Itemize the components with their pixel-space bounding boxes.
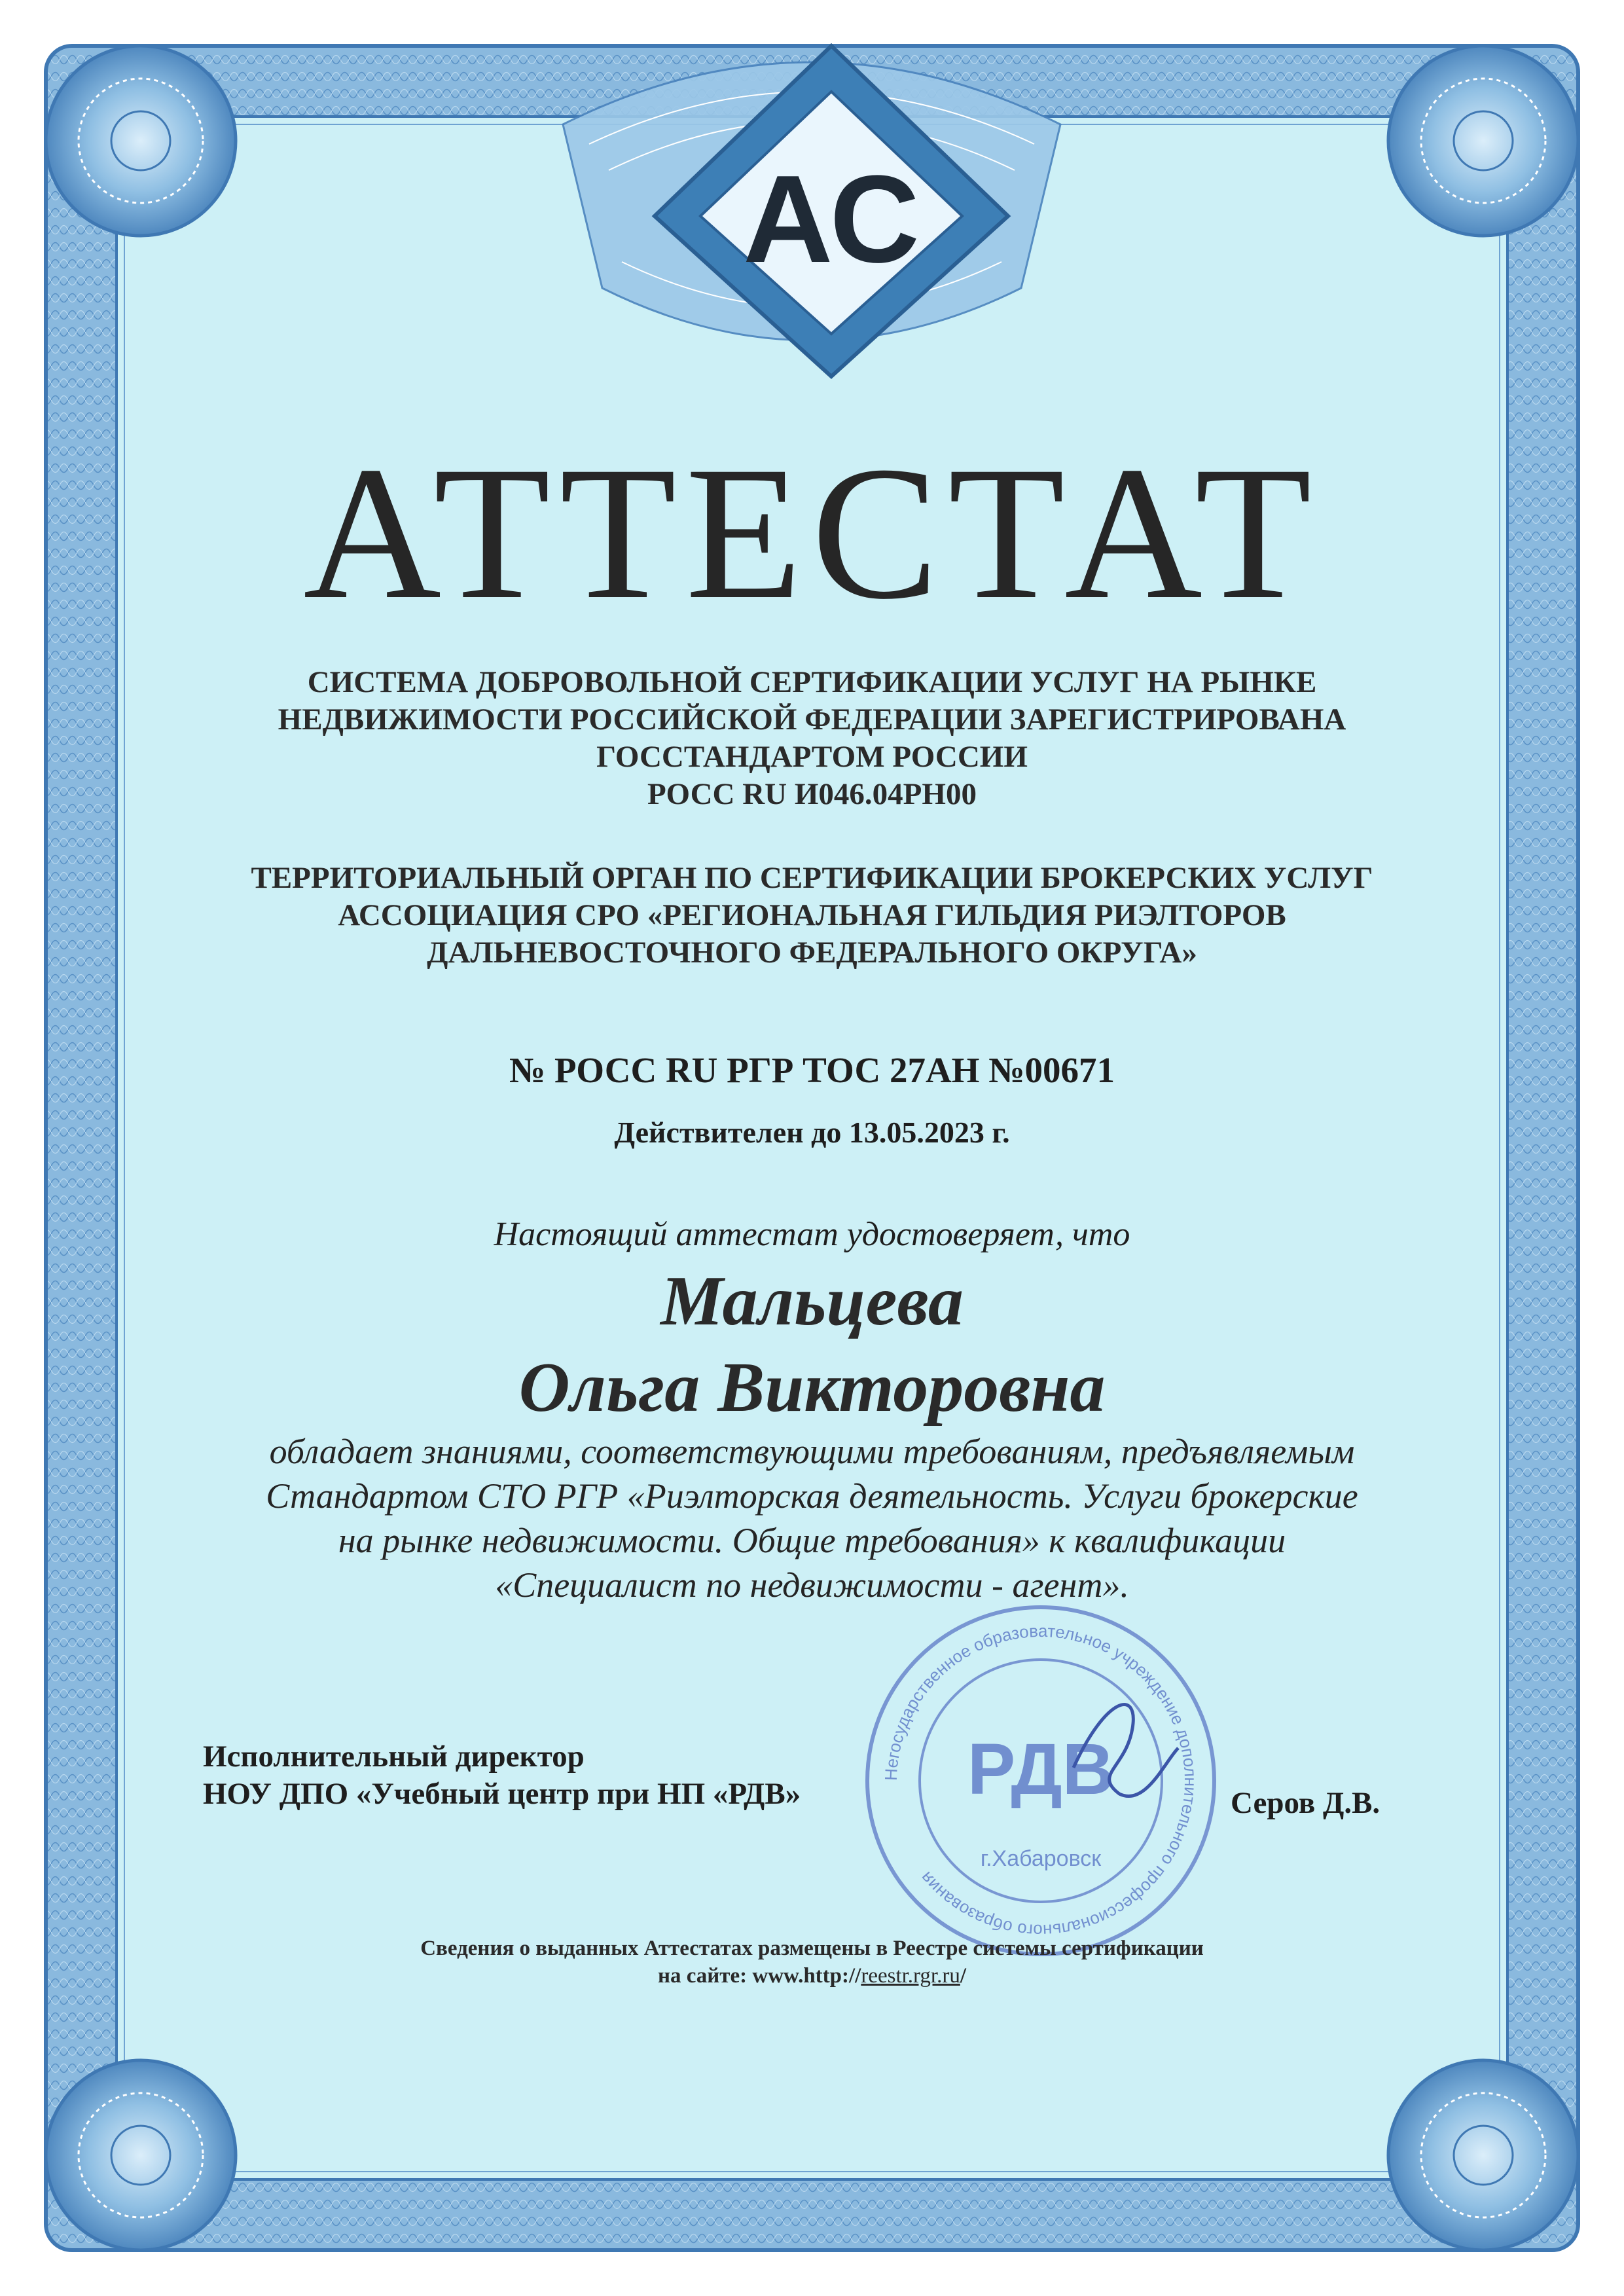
intro-statement: Настоящий аттестат удостоверяет, что — [494, 1216, 1130, 1253]
footer-website — [0, 1962, 1624, 1990]
footer-website-prefix: на сайте: www.http:// — [657, 1964, 861, 1988]
corner-rosette-top-right — [1388, 46, 1578, 236]
statement-line: «Специалист по недвижимости - агент». — [495, 1565, 1129, 1605]
certificate-number: № РОСС RU РГР ТОС 27АН №00671 — [509, 1050, 1115, 1090]
holder-surname: Мальцева — [660, 1262, 964, 1340]
organization-stamp — [857, 1597, 1224, 1964]
emblem-letters: АС — [743, 150, 920, 289]
system-line: ГОССТАНДАРТОМ РОССИИ — [596, 740, 1028, 774]
signatory-name: Серов Д.В. — [1231, 1786, 1380, 1820]
system-registration-number: РОСС RU И046.04РН00 — [647, 777, 977, 811]
system-line: НЕДВИЖИМОСТИ РОССИЙСКОЙ ФЕДЕРАЦИИ ЗАРЕГИСТРИРОВАНА — [278, 702, 1346, 737]
statement-line: обладает знаниями, соответствующими требованиям, предъявляемым — [269, 1432, 1355, 1471]
holder-given-names: Ольга Викторовна — [518, 1349, 1106, 1427]
validity-date: Действителен до 13.05.2023 г. — [614, 1116, 1010, 1149]
corner-rosette-bottom-left — [46, 2060, 236, 2250]
footer-website-suffix: / — [960, 1964, 967, 1988]
statement-line: Стандартом СТО РГР «Риэлторская деятельность. Услуги брокерские — [266, 1476, 1358, 1516]
registry-link[interactable]: reestr.rgr.ru — [861, 1964, 960, 1988]
authority-line: ДАЛЬНЕВОСТОЧНОГО ФЕДЕРАЛЬНОГО ОКРУГА» — [427, 936, 1197, 970]
stamp-center-logo: РДВ — [967, 1729, 1115, 1810]
stamp-outer-text: Негосударственное образовательное учреждение дополнительного профессионального образования — [880, 1620, 1201, 1941]
signatory-organization: НОУ ДПО «Учебный центр при НП «РДВ» — [203, 1777, 801, 1811]
authority-line: ТЕРРИТОРИАЛЬНЫЙ ОРГАН ПО СЕРТИФИКАЦИИ БРОКЕРСКИХ УСЛУГ — [251, 861, 1373, 895]
authority-line: АССОЦИАЦИЯ СРО «РЕГИОНАЛЬНАЯ ГИЛЬДИЯ РИЭЛТОРОВ — [338, 898, 1286, 932]
statement-line: на рынке недвижимости. Общие требования» к квалификации — [338, 1521, 1286, 1560]
corner-rosette-top-left — [46, 46, 236, 236]
corner-rosette-bottom-right — [1388, 2060, 1578, 2250]
footer-registry-note: Сведения о выданных Аттестатах размещены в Реестре системы сертификации — [420, 1937, 1204, 1960]
ac-logo-emblem — [615, 39, 1047, 380]
stamp-city: г.Хабаровск — [980, 1846, 1102, 1871]
document-title: АТТЕСТАТ — [303, 428, 1321, 639]
system-line: СИСТЕМА ДОБРОВОЛЬНОЙ СЕРТИФИКАЦИИ УСЛУГ НА РЫНКЕ — [307, 665, 1317, 699]
signatory-position: Исполнительный директор — [203, 1740, 585, 1774]
